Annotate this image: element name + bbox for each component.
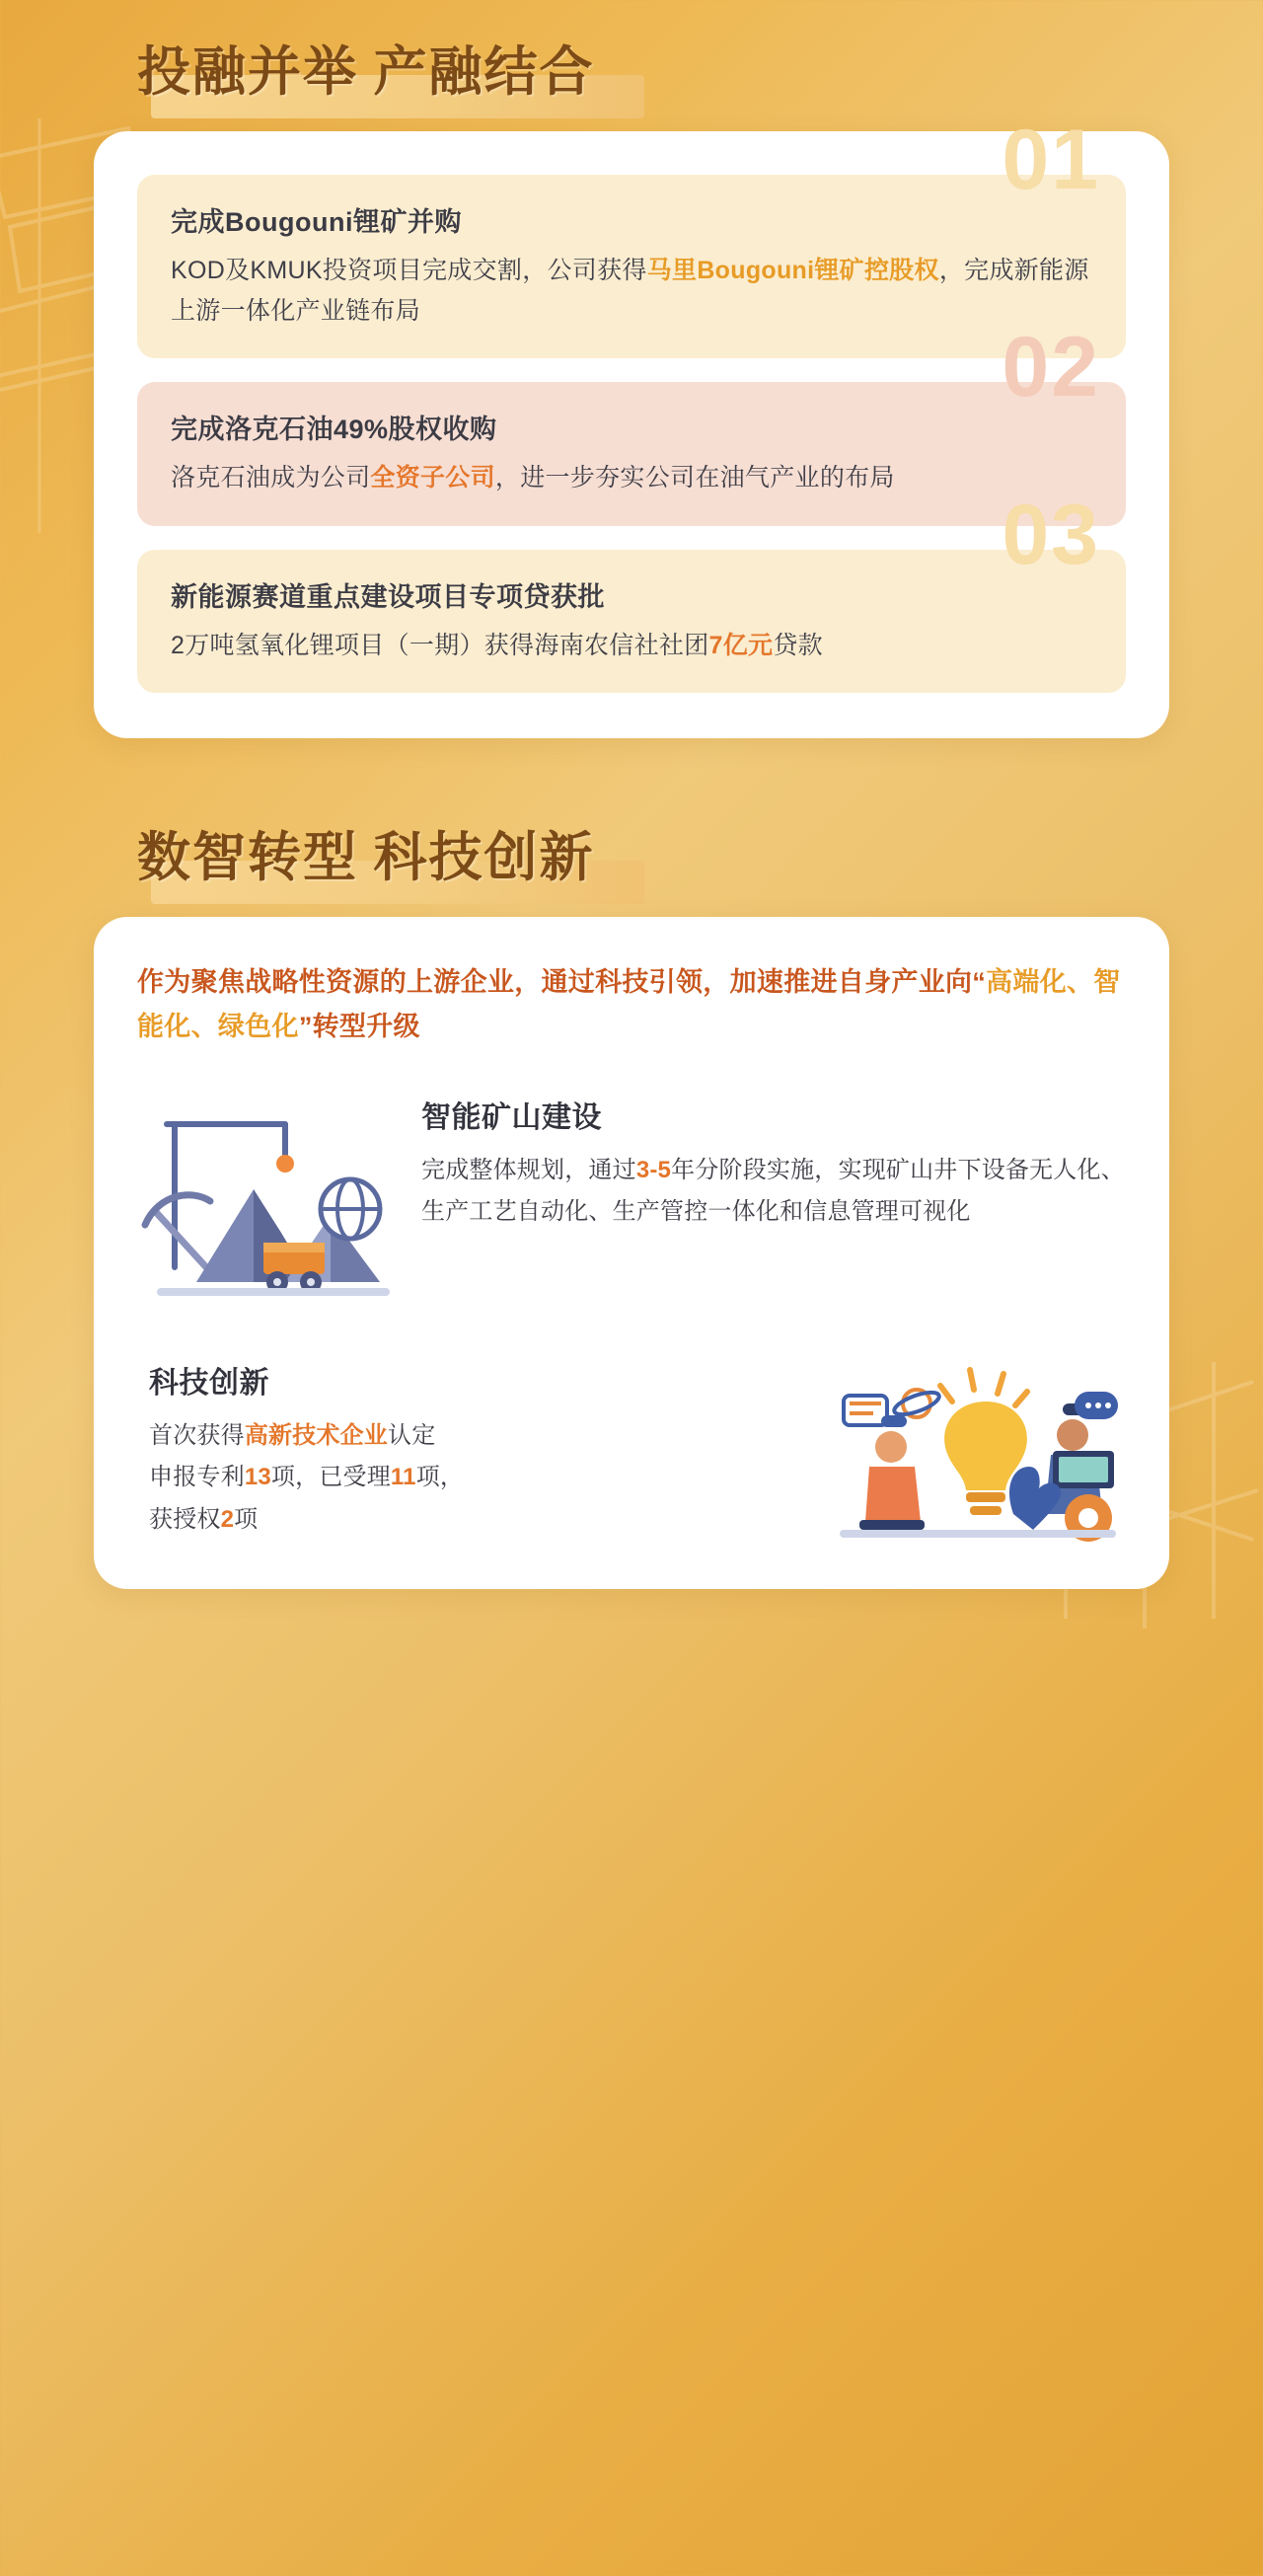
section-digital-transformation xyxy=(0,815,1263,1589)
item-number: 03 xyxy=(1002,487,1100,582)
block-body xyxy=(421,1150,1126,1234)
item-number: 02 xyxy=(1002,320,1100,415)
block-body-part: 申报专利 xyxy=(149,1464,245,1491)
transformation-card xyxy=(94,917,1169,1589)
block-text xyxy=(421,1081,1126,1234)
section-investment xyxy=(0,30,1263,738)
item-body-part: 2万吨氢氧化锂项目（一期）获得海南农信社社团 xyxy=(171,631,709,659)
item-title: 完成洛克石油49%股权收购 xyxy=(171,415,497,444)
list-item xyxy=(137,320,1126,526)
investment-card xyxy=(94,113,1169,738)
item-body xyxy=(171,458,1092,498)
block-body-part: 获授权 xyxy=(149,1505,221,1533)
block-smart-mine xyxy=(137,1081,1126,1307)
item-body-part: 贷款 xyxy=(773,631,823,659)
block-body-part: 项，已受理 xyxy=(270,1464,391,1491)
block-title: 智能矿山建设 xyxy=(421,1100,602,1134)
block-body-highlight: 2 xyxy=(220,1505,235,1533)
item-body-part: 洛克石油成为公司 xyxy=(171,464,371,492)
list-item xyxy=(137,113,1126,358)
section-title-wrap xyxy=(131,30,601,106)
block-body-part: 首次获得 xyxy=(149,1421,245,1449)
item-body xyxy=(171,251,1092,331)
block-title: 科技创新 xyxy=(149,1366,269,1400)
item-title: 完成Bougouni锂矿并购 xyxy=(171,207,462,237)
section-title: 数智转型 科技创新 xyxy=(137,828,595,887)
block-body-part: 认定 xyxy=(388,1421,436,1449)
mining-illustration-icon xyxy=(137,1095,404,1307)
block-body-part: 年分阶段实施，实现矿山井下设备无人化、生产工艺自动化、生产管控一体化和信息管理可视化 xyxy=(421,1156,1125,1226)
innovation-illustration-icon xyxy=(830,1356,1126,1544)
block-text xyxy=(137,1358,812,1542)
item-body xyxy=(171,626,1092,666)
block-body-highlight: 3-5 xyxy=(635,1156,672,1183)
lead-part: ”转型升级 xyxy=(298,1011,420,1041)
block-body-part: 项， xyxy=(415,1464,465,1491)
item-body-part: KOD及KMUK投资项目完成交割，公司获得 xyxy=(171,257,647,284)
item-title: 新能源赛道重点建设项目专项贷获批 xyxy=(171,581,605,612)
block-body-highlight: 11 xyxy=(390,1464,416,1491)
item-body-highlight: 全资子公司 xyxy=(370,464,495,492)
item-number: 01 xyxy=(1002,113,1100,207)
block-body-highlight: 13 xyxy=(244,1464,271,1491)
block-body-part: 完成整体规划，通过 xyxy=(421,1156,636,1183)
block-body xyxy=(149,1415,812,1542)
item-body-highlight: 马里Bougouni锂矿控股权 xyxy=(646,257,939,284)
list-item xyxy=(137,487,1126,694)
block-innovation xyxy=(137,1356,1126,1544)
block-body-part: 项 xyxy=(234,1505,259,1533)
section-title-wrap xyxy=(131,815,601,891)
lead-highlight: 高端化、智能化、绿色化 xyxy=(137,967,1121,1041)
item-body-highlight: 7亿元 xyxy=(708,631,774,659)
block-body-highlight: 高新技术企业 xyxy=(244,1421,389,1449)
poster-page xyxy=(0,30,1263,1589)
item-body-part: ，进一步夯实公司在油气产业的布局 xyxy=(494,464,895,492)
lead-part: 作为聚焦战略性资源的上游企业，通过科技引领，加速推进自身产业向“ xyxy=(137,967,987,997)
item-body-part: ，完成新能源上游一体化产业链布局 xyxy=(171,257,1089,325)
lead-paragraph xyxy=(137,960,1126,1049)
page-title: 投融并举 产融结合 xyxy=(137,42,595,102)
